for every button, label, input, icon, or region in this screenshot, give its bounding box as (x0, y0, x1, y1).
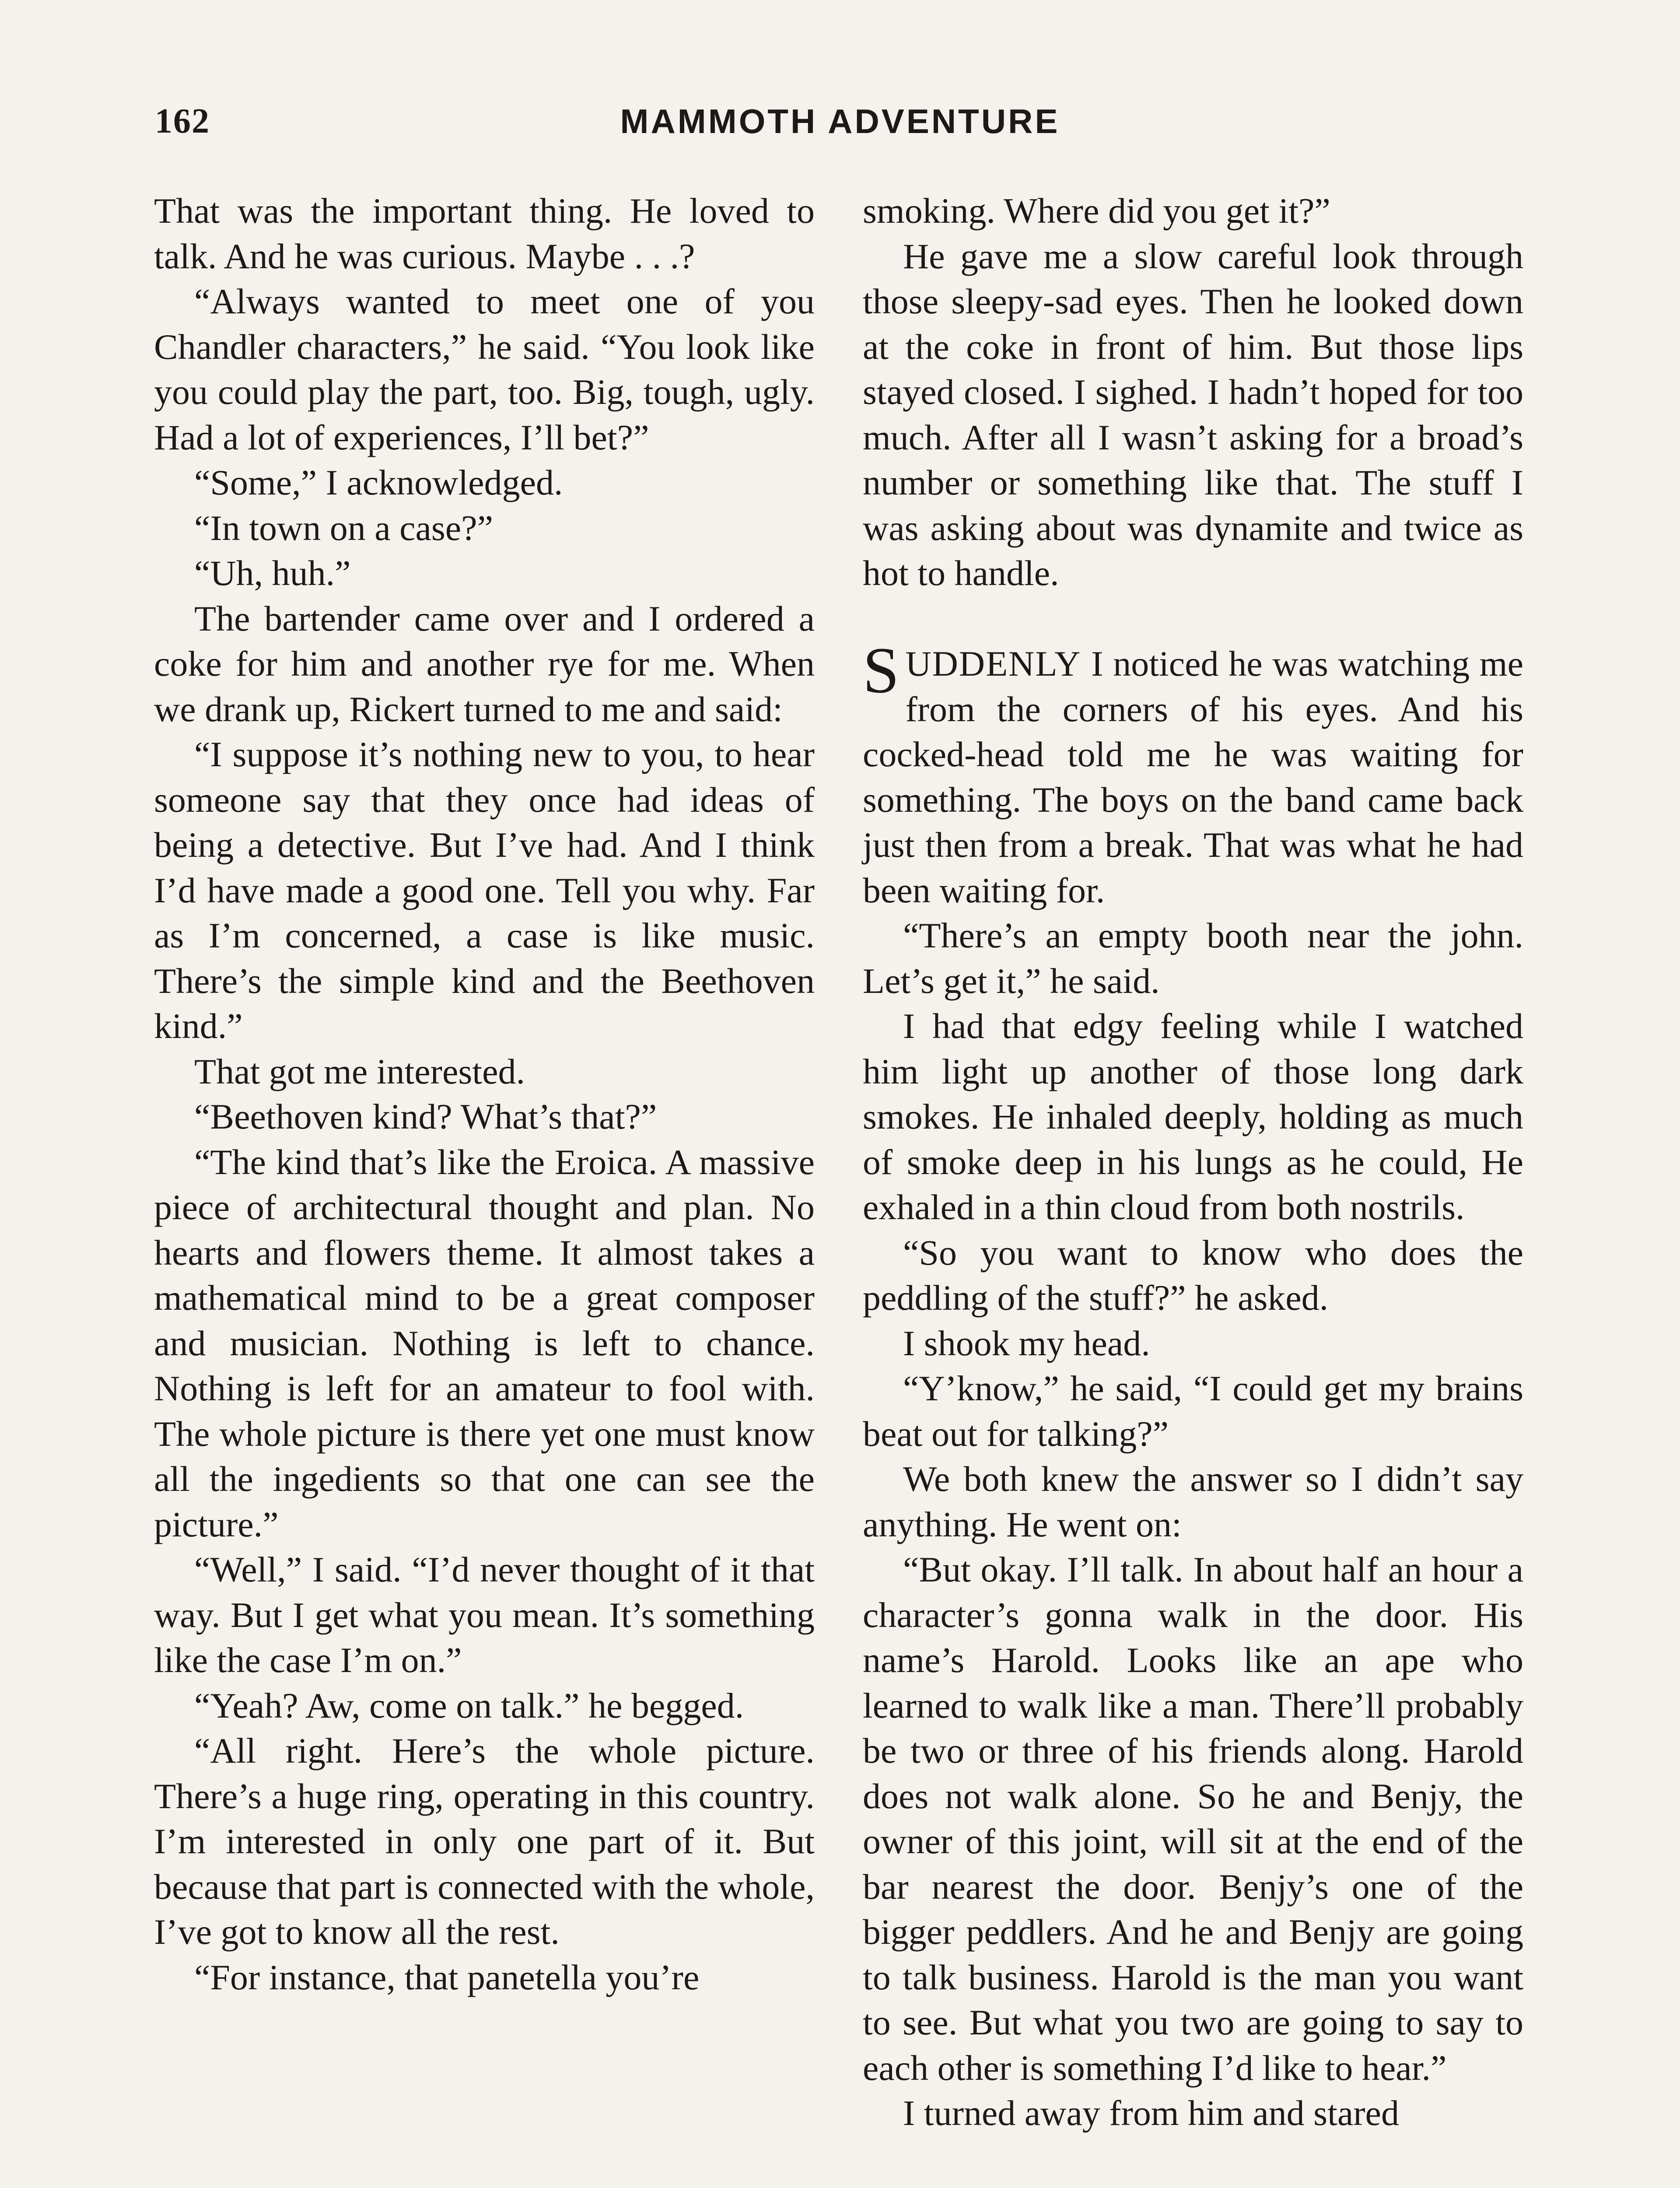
paragraph: “The kind that’s like the Eroica. A massive piece of architectural thought and plan. No hearts and flowers theme. It almost takes a mathematical mind to be a great composer and musician. Nothing is left to chance. Nothing is left for an amateur to fool with. The whole picture is there yet one must know all the ingedients so that one can see the picture.” (154, 1142, 815, 1544)
paragraph: smoking. Where did you get it?” (863, 191, 1330, 231)
paragraph: I turned away from him and stared (903, 2093, 1399, 2133)
paragraph: I had that edgy feeling while I watched him light up another of those long dark smokes. He inhaled deeply, holding as much of smoke deep in his lungs as he could, He exhaled in a thin cloud from both nostrils. (863, 1006, 1523, 1227)
paragraph: The bartender came over and I ordered a coke for him and another rye for me. When we drank up, Rickert turned to me and said: (154, 598, 815, 729)
section-opening-paragraph (863, 634, 1523, 913)
right-text-column (863, 188, 1523, 2136)
paragraph: “Y’know,” he said, “I could get my brains beat out for talking?” (863, 1368, 1523, 1454)
paragraph: “There’s an empty booth near the john. Let’s get it,” he said. (863, 915, 1523, 1001)
paragraph: “Yeah? Aw, come on talk.” he begged. (194, 1685, 744, 1725)
paragraph: “Beethoven kind? What’s that?” (194, 1097, 657, 1136)
running-head-title: MAMMOTH ADVENTURE (620, 102, 1060, 140)
drop-cap: S (863, 634, 900, 707)
page-number: 162 (155, 102, 210, 140)
small-caps-lead: UDDENLY (905, 644, 1082, 684)
left-text-column (154, 188, 815, 2000)
paragraph: That got me interested. (194, 1051, 525, 1091)
paragraph: “I suppose it’s nothing new to you, to hear someone say that they once had ideas of being a detective. But I’ve had. And I think I’d have made a good one. Tell you why. Far as I’m concerned, a case is like music. There’s the simple kind and the Beethoven kind.” (154, 734, 815, 1046)
paragraph: We both knew the answer so I didn’t say anything. He went on: (863, 1459, 1523, 1544)
paragraph: “For instance, that panetella you’re (194, 1957, 700, 1997)
paragraph: “All right. Here’s the whole picture. There’s a huge ring, operating in this country. I’m interested in only one part of it. But because that part is connected with the whole, I’ve got to know all the rest. (154, 1731, 815, 1952)
paragraph: “Always wanted to meet one of you Chandler characters,” he said. “You look like you could play the part, too. Big, tough, ugly. Had a lot of experiences, I’ll bet?” (154, 281, 815, 457)
paragraph: “But okay. I’ll talk. In about half an hour a character’s gonna walk in the door. His name’s Harold. Looks like an ape who learned to walk like a man. There’ll probably be two or three of his friends along. Harold does not walk alone. So he and Benjy, the owner of this joint, will sit at the end of the bar nearest the door. Benjy’s one of the bigger peddlers. And he and Benjy are going to talk business. Harold is the man you want to see. But what you two are going to say to each other is something I’d like to hear.” (863, 1550, 1523, 2088)
paragraph: “Some,” I acknowledged. (194, 463, 563, 502)
paragraph: “So you want to know who does the peddling of the stuff?” he asked. (863, 1232, 1523, 1318)
paragraph: He gave me a slow careful look through those sleepy-sad eyes. Then he looked down at the coke in front of him. But those lips stayed closed. I sighed. I hadn’t hoped for too much. After all I wasn’t asking for a broad’s number or something like that. The stuff I was asking about was dynamite and twice as hot to handle. (863, 236, 1523, 593)
paragraph: “Uh, huh.” (194, 553, 351, 593)
section-text: I noticed he was watching me from the corners of his eyes. And his cocked-head told me he was waiting for something. The boys on the band came back just then from a break. That was what he had been waiting for. (863, 644, 1523, 910)
paragraph: I shook my head. (903, 1323, 1150, 1363)
paragraph: That was the important thing. He loved to talk. And he was curious. Maybe . . .? (154, 191, 815, 276)
paragraph: “In town on a case?” (194, 508, 493, 548)
page-header (155, 102, 1525, 154)
paragraph: “Well,” I said. “I’d never thought of it that way. But I get what you mean. It’s something like the case I’m on.” (154, 1550, 815, 1680)
